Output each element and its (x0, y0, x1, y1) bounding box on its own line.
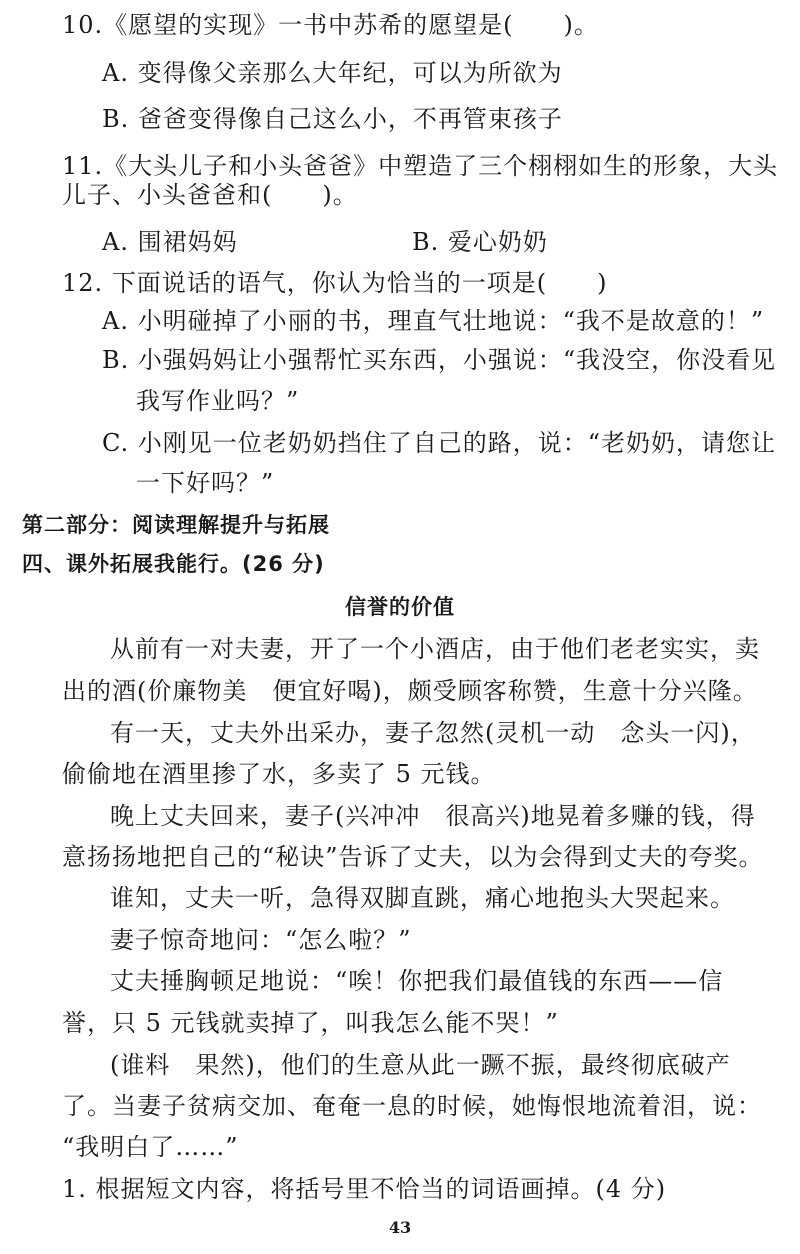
story-line: (谁料 果然)，他们的生意从此一蹶不振，最终彻底破产 (110, 1051, 731, 1079)
question-12-option-c-line2: 一下好吗？” (136, 469, 275, 497)
task-1-instruction: 1. 根据短文内容，将括号里不恰当的词语画掉。(4 分) (62, 1175, 667, 1203)
question-12-option-a: A. 小明碰掉了小丽的书，理直气壮地说：“我不是故意的！” (102, 307, 765, 335)
question-11-stem-line1: 11.《大头儿子和小头爸爸》中塑造了三个栩栩如生的形象，大头 (62, 152, 779, 180)
story-line: 偷偷地在酒里掺了水，多卖了 5 元钱。 (62, 760, 496, 788)
story-line: 妻子惊奇地问：“怎么啦？” (110, 926, 412, 954)
story-line: 从前有一对夫妻，开了一个小酒店，由于他们老老实实，卖 (110, 635, 760, 663)
question-11-option-a: A. 围裙妈妈 (102, 228, 238, 256)
story-title: 信誉的价值 (345, 595, 455, 619)
question-11-stem-line2: 儿子、小头爸爸和( )。 (62, 181, 358, 209)
question-12-stem: 12. 下面说话的语气，你认为恰当的一项是( ) (62, 269, 608, 297)
question-10-stem: 10.《愿望的实现》一书中苏希的愿望是( )。 (62, 11, 599, 39)
question-12-option-b-line2: 我写作业吗？” (136, 387, 300, 415)
story-line: 誉，只 5 元钱就卖掉了，叫我怎么能不哭！” (62, 1009, 559, 1037)
story-line: 丈夫捶胸顿足地说：“唉！你把我们最值钱的东西——信 (110, 967, 724, 995)
question-10-option-b: B. 爸爸变得像自己这么小，不再管束孩子 (102, 105, 563, 133)
page-number: 43 (388, 1218, 412, 1237)
part-two-heading: 第二部分：阅读理解提升与拓展 (22, 513, 330, 537)
question-12-option-c-line1: C. 小刚见一位老奶奶挡住了自己的路，说：“老奶奶，请您让 (102, 429, 777, 457)
story-line: 有一天，丈夫外出采办，妻子忽然(灵机一动 念头一闪)， (110, 719, 756, 747)
story-line: 出的酒(价廉物美 便宜好喝)，颇受顾客称赞，生意十分兴隆。 (62, 677, 758, 705)
story-line: 意扬扬地把自己的“秘诀”告诉了丈夫，以为会得到丈夫的夸奖。 (62, 843, 764, 871)
question-12-option-b-line1: B. 小强妈妈让小强帮忙买东西，小强说：“我没空，你没看见 (102, 346, 777, 374)
story-line: 晚上丈夫回来，妻子(兴冲冲 很高兴)地晃着多赚的钱，得 (110, 802, 756, 830)
section-four-heading: 四、课外拓展我能行。(26 分) (22, 552, 325, 576)
story-line: 谁知，丈夫一听，急得双脚直跳，痛心地抱头大哭起来。 (110, 884, 735, 912)
story-line: “我明白了……” (62, 1133, 239, 1161)
question-11-option-b: B. 爱心奶奶 (412, 228, 548, 256)
story-line: 了。当妻子贫病交加、奄奄一息的时候，她悔恨地流着泪，说： (62, 1092, 762, 1120)
question-10-option-a: A. 变得像父亲那么大年纪，可以为所欲为 (102, 59, 563, 87)
